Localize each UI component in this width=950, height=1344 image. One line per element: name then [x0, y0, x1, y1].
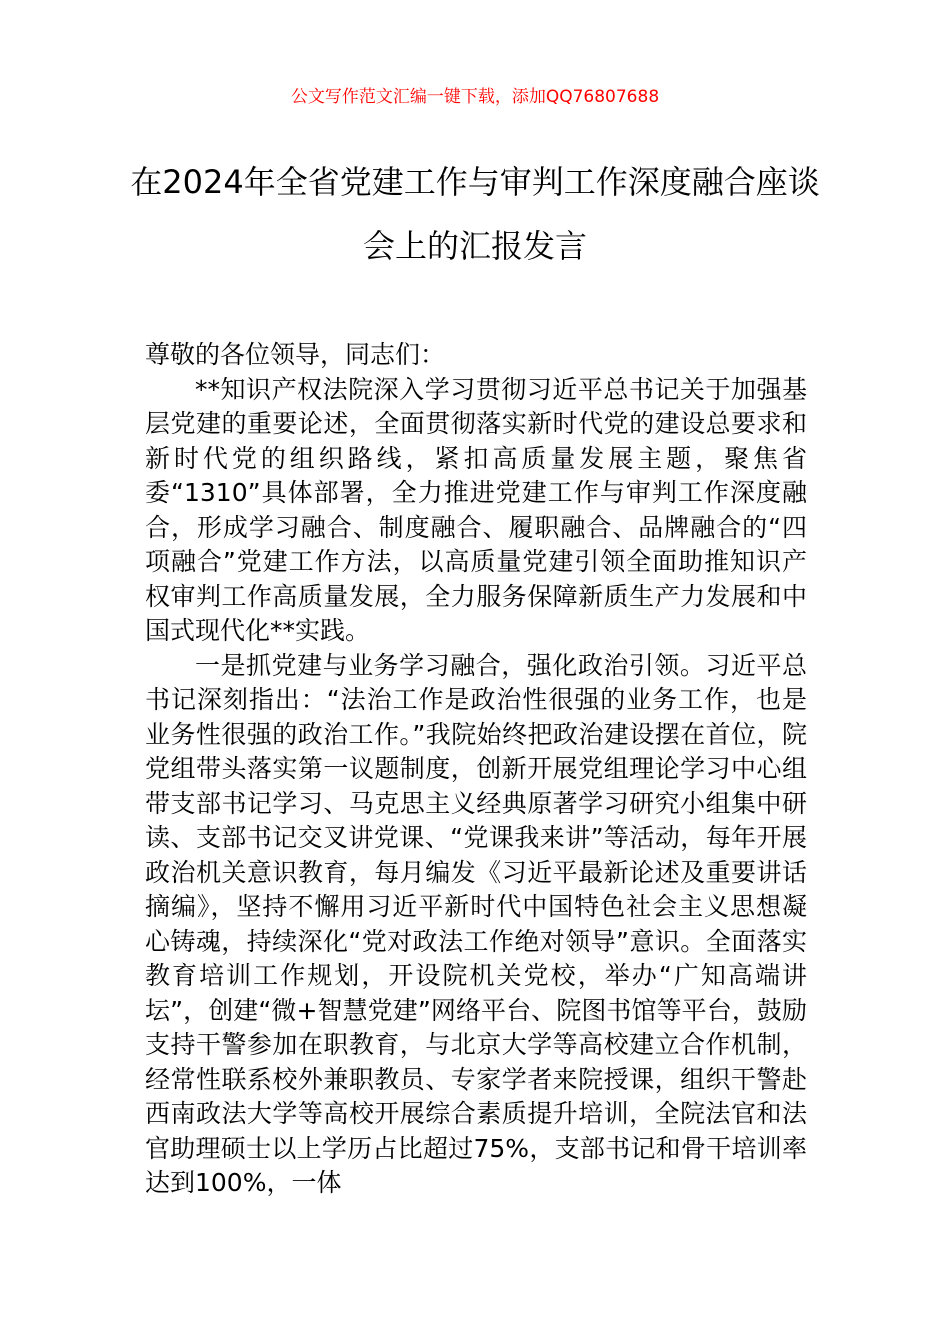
document-body — [145, 338, 807, 1201]
document-title: 在2024年全省党建工作与审判工作深度融合座谈会上的汇报发言 — [130, 163, 820, 265]
section-one-paragraph: 一是抓党建与业务学习融合，强化政治引领。习近平总书记深刻指出：“法治工作是政治性很强的业务工作，也是业务性很强的政治工作。”我院始终把政治建设摆在首位，院党组带头落实第一议题制度，创新开展党组理论学习中心组带支部书记学习、马克思主义经典原著学习研究小组集中研读、支部书记交叉讲党课、“党课我来讲”等活动，每年开展政治机关意识教育，每月编发《习近平最新论述及重要讲话摘编》，坚持不懈用习近平新时代中国特色社会主义思想凝心铸魂，持续深化“党对政法工作绝对领导”意识。全面落实教育培训工作规划，开设院机关党校，举办“广知高端讲坛”，创建“微+智慧党建”网络平台、院图书馆等平台，鼓励支持干警参加在职教育，与北京大学等高校建立合作机制，经常性联系校外兼职教员、专家学者来院授课，组织干警赴西南政法大学等高校开展综合素质提升培训，全院法官和法官助理硕士以上学历占比超过75%，支部书记和骨干培训率达到100%，一体 — [145, 650, 807, 1197]
salutation: 尊敬的各位领导，同志们： — [145, 340, 446, 369]
download-banner: 公文写作范文汇编一键下载，添加QQ76807688 — [290, 87, 660, 107]
intro-paragraph: **知识产权法院深入学习贯彻习近平总书记关于加强基层党建的重要论述，全面贯彻落实新时代党的建设总要求和新时代党的组织路线，紧扣高质量发展主题，聚焦省委“1310”具体部署，全力推进党建工作与审判工作深度融合，形成学习融合、制度融合、履职融合、品牌融合的“四项融合”党建工作方法，以高质量党建引领全面助推知识产权审判工作高质量发展，全力服务保障新质生产力发展和中国式现代化**实践。 — [145, 374, 807, 645]
